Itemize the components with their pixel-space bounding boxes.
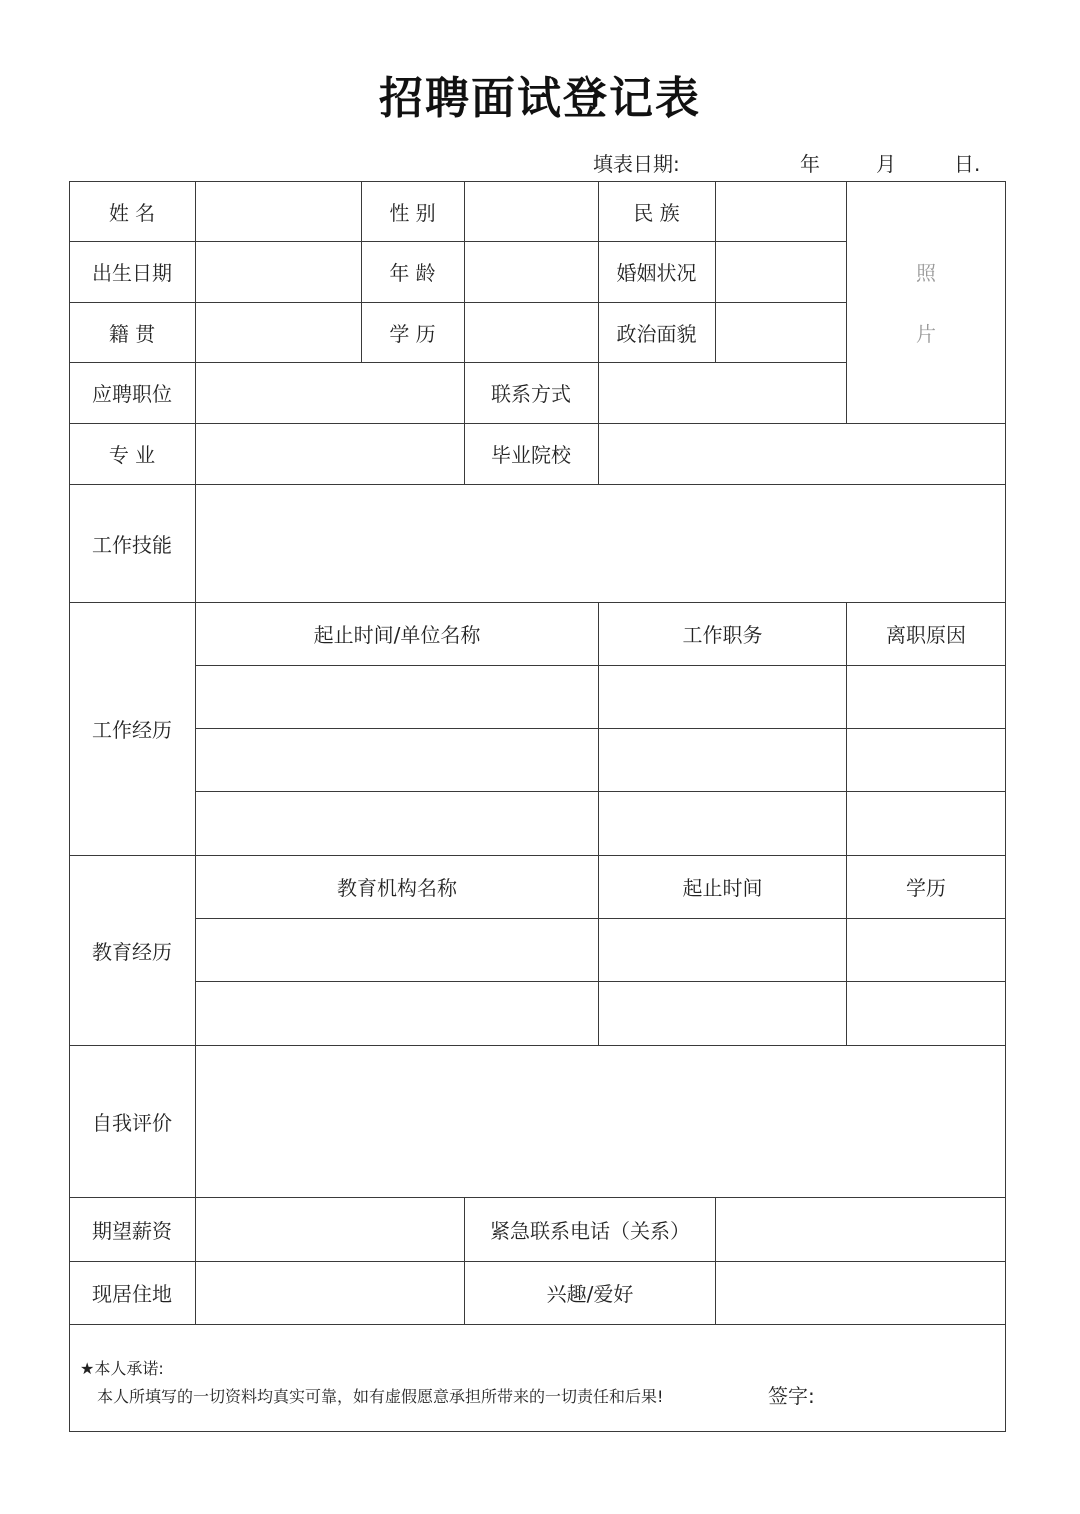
photo-label-line2: 片 (916, 322, 936, 346)
grid-line (1005, 181, 1006, 1432)
work-row-2-position[interactable] (599, 728, 846, 791)
work-history-label: 工作经历 (92, 718, 172, 742)
education-history-label: 教育经历 (92, 939, 172, 964)
edu-header-institution: 教育机构名称 (337, 876, 457, 900)
political-status-label: 政治面貌 (616, 321, 697, 346)
work-header-leave-reason: 离职原因 (886, 623, 966, 647)
name-input[interactable] (196, 181, 361, 241)
date-month-label: 月 (876, 152, 896, 176)
contact-input[interactable] (599, 362, 846, 423)
major-input[interactable] (196, 423, 464, 484)
edu-header-degree: 学历 (906, 876, 946, 900)
pledge-text: 本人所填写的一切资料均真实可靠，如有虚假愿意承担所带来的一切责任和后果! (97, 1387, 664, 1406)
residence-label: 现居住地 (92, 1282, 172, 1306)
registration-form (69, 181, 1006, 1432)
date-day-label: 日. (954, 152, 981, 176)
edu-row-2-period[interactable] (599, 981, 846, 1045)
education-input[interactable] (465, 302, 598, 362)
major-label: 专 业 (108, 443, 156, 467)
position-input[interactable] (196, 362, 464, 423)
native-place-label: 籍 贯 (108, 321, 156, 346)
edu-row-2-degree[interactable] (847, 981, 1005, 1045)
pledge-title: ★本人承诺: (80, 1359, 164, 1378)
age-input[interactable] (465, 241, 598, 302)
birth-date-input[interactable] (196, 241, 361, 302)
photo-box[interactable] (847, 181, 1005, 423)
work-row-2-period-company[interactable] (196, 728, 598, 791)
emergency-contact-input[interactable] (716, 1197, 1005, 1261)
skills-label: 工作技能 (92, 532, 172, 557)
date-year-label: 年 (800, 152, 820, 176)
grid-line (69, 1324, 1006, 1325)
edu-row-1-degree[interactable] (847, 918, 1005, 981)
fill-date-label: 填表日期: (593, 152, 680, 176)
edu-row-1-period[interactable] (599, 918, 846, 981)
work-row-3-position[interactable] (599, 791, 846, 855)
education-label: 学 历 (389, 321, 436, 346)
birth-date-label: 出生日期 (92, 261, 172, 285)
work-header-period-company: 起止时间/单位名称 (313, 623, 481, 647)
position-label: 应聘职位 (92, 382, 172, 406)
gender-input[interactable] (465, 181, 598, 241)
grid-line (69, 1431, 1006, 1432)
signature-label: 签字: (768, 1384, 815, 1408)
work-row-1-position[interactable] (599, 665, 846, 728)
school-label: 毕业院校 (491, 443, 571, 467)
emergency-contact-label: 紧急联系电话（关系） (490, 1218, 690, 1243)
work-row-3-leave-reason[interactable] (847, 791, 1005, 855)
work-row-1-period-company[interactable] (196, 665, 598, 728)
page-title: 招聘面试登记表 (379, 73, 701, 124)
expected-salary-label: 期望薪资 (92, 1218, 172, 1243)
hobbies-label: 兴趣/爱好 (546, 1282, 634, 1306)
ethnicity-label: 民 族 (633, 200, 680, 225)
marital-status-label: 婚姻状况 (616, 261, 697, 285)
name-label: 姓 名 (108, 200, 156, 225)
skills-input[interactable] (196, 484, 1005, 602)
edu-header-period: 起止时间 (682, 876, 763, 900)
native-place-input[interactable] (196, 302, 361, 362)
contact-label: 联系方式 (491, 382, 571, 406)
self-evaluation-input[interactable] (196, 1045, 1005, 1197)
gender-label: 性 别 (389, 200, 436, 225)
self-evaluation-label: 自我评价 (92, 1110, 172, 1135)
marital-status-input[interactable] (716, 241, 846, 302)
edu-row-1-institution[interactable] (196, 918, 598, 981)
political-status-input[interactable] (716, 302, 846, 362)
work-row-1-leave-reason[interactable] (847, 665, 1005, 728)
hobbies-input[interactable] (716, 1261, 1005, 1324)
edu-row-2-institution[interactable] (196, 981, 598, 1045)
residence-input[interactable] (196, 1261, 464, 1324)
signature-field[interactable] (829, 1376, 989, 1410)
work-row-3-period-company[interactable] (196, 791, 598, 855)
work-header-position: 工作职务 (682, 623, 763, 647)
school-input[interactable] (599, 423, 1005, 484)
work-row-2-leave-reason[interactable] (847, 728, 1005, 791)
expected-salary-input[interactable] (196, 1197, 464, 1261)
photo-label-line1: 照 (916, 261, 936, 285)
ethnicity-input[interactable] (716, 181, 846, 241)
age-label: 年 龄 (389, 261, 436, 285)
